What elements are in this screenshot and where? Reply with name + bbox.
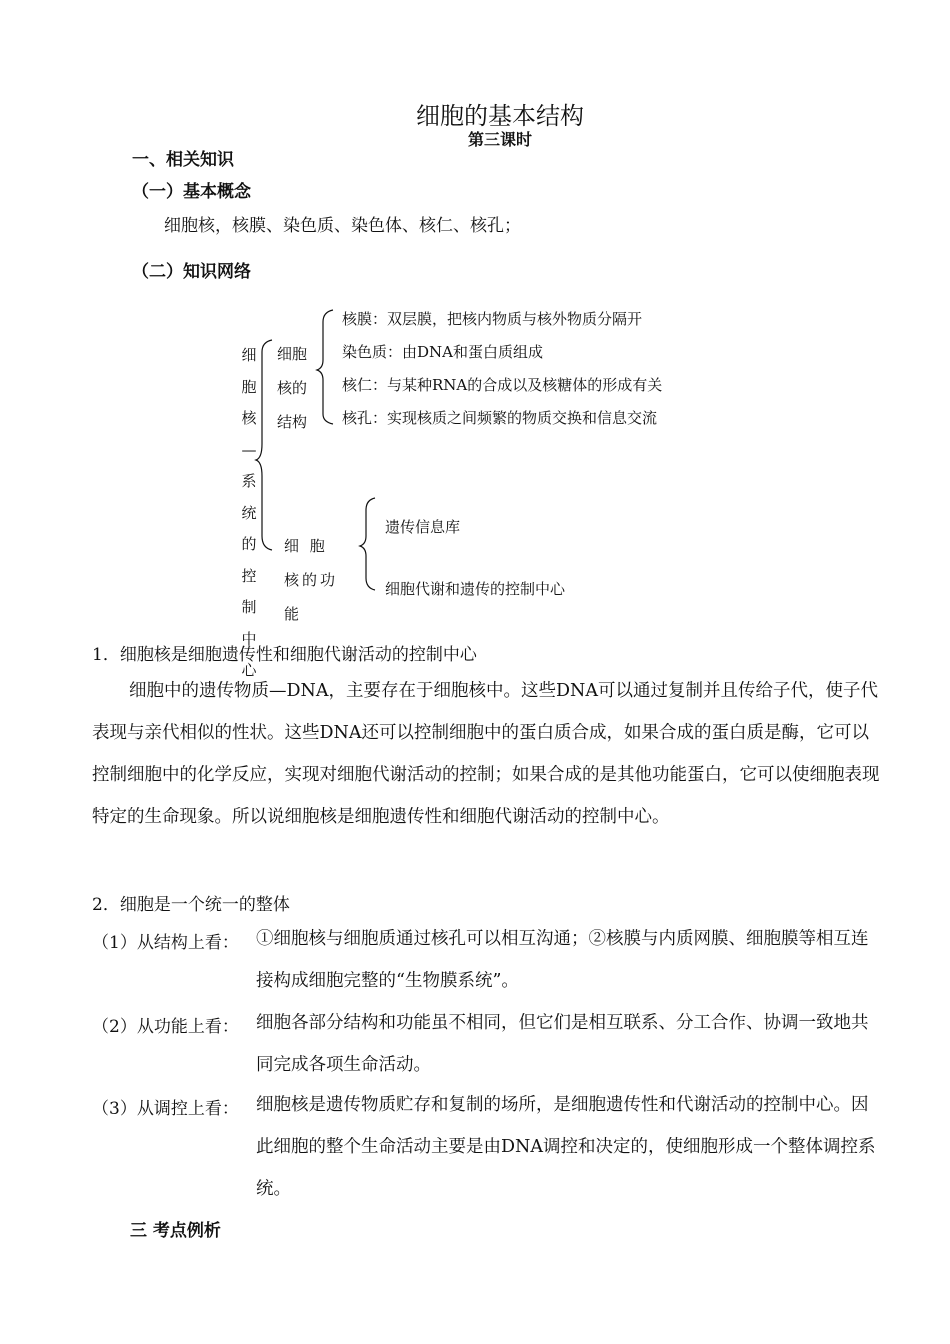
section-heading-exam-analysis: 三 考点例析	[130, 1221, 221, 1241]
page-subtitle: 第三课时	[467, 130, 532, 149]
page-title: 细胞的基本结构	[416, 102, 584, 130]
function-item: 遗传信息库	[385, 518, 461, 536]
function-brace	[360, 498, 375, 590]
structure-item: 核膜：双层膜，把核内物质与核外物质分隔开	[342, 310, 643, 328]
function-item: 细胞代谢和遗传的控制中心	[385, 580, 566, 598]
root-brace	[256, 340, 272, 550]
subsection-knowledge-network: （二）知识网络	[132, 262, 251, 282]
point2-item-label: （1）从结构上看：	[92, 933, 239, 953]
point1-heading: 1．细胞核是细胞遗传性和细胞代谢活动的控制中心	[92, 645, 477, 665]
point2-item-text: 细胞核是遗传物质贮存和复制的场所，是细胞遗传性和代谢活动的控制中心。因此细胞的整个生命活动主要是由DNA调控和决定的，使细胞形成一个整体调控系统。	[256, 1095, 876, 1199]
structure-label: 细胞核的结构	[277, 345, 308, 431]
structure-item: 染色质：由DNA和蛋白质组成	[342, 343, 543, 361]
structure-brace	[317, 310, 333, 424]
point1-paragraph: 细胞中的遗传物质—DNA，主要存在于细胞核中。这些DNA可以通过复制并且传给子代，使子代表现与亲代相似的性状。这些DNA还可以控制细胞中的蛋白质合成，如果合成的蛋白质是酶，它可以控制细胞中的化学反应，实现对细胞代谢活动的控制；如果合成的是其他功能蛋白，它可以使细胞表现特定的生命现象。所以说细胞核是细胞遗传性和细胞代谢活动的控制中心。	[92, 681, 880, 827]
structure-item: 核孔：实现核质之间频繁的物质交换和信息交流	[342, 409, 658, 427]
point2-item-label: （2）从功能上看：	[92, 1017, 239, 1037]
concepts-list: 细胞核，核膜、染色质、染色体、核仁、核孔；	[164, 216, 521, 236]
point2-item-text: 细胞各部分结构和功能虽不相同，但它们是相互联系、分工合作、协调一致地共同完成各项生命活动。	[256, 1013, 869, 1075]
point2-item-text: ①细胞核与细胞质通过核孔可以相互沟通；②核膜与内质网膜、细胞膜等相互连接构成细胞完整的“生物膜系统”。	[256, 929, 869, 991]
function-label: 细 胞 核的功能	[284, 537, 339, 623]
section-heading-related-knowledge: 一、相关知识	[132, 150, 234, 170]
subsection-basic-concepts: （一）基本概念	[132, 182, 251, 202]
point2-item-label: （3）从调控上看：	[92, 1099, 239, 1119]
structure-item: 核仁：与某种RNA的合成以及核糖体的形成有关	[342, 376, 663, 394]
point2-heading: 2．细胞是一个统一的整体	[92, 895, 290, 915]
diagram-root-label: 细胞核—系统的控制中心	[241, 346, 257, 679]
